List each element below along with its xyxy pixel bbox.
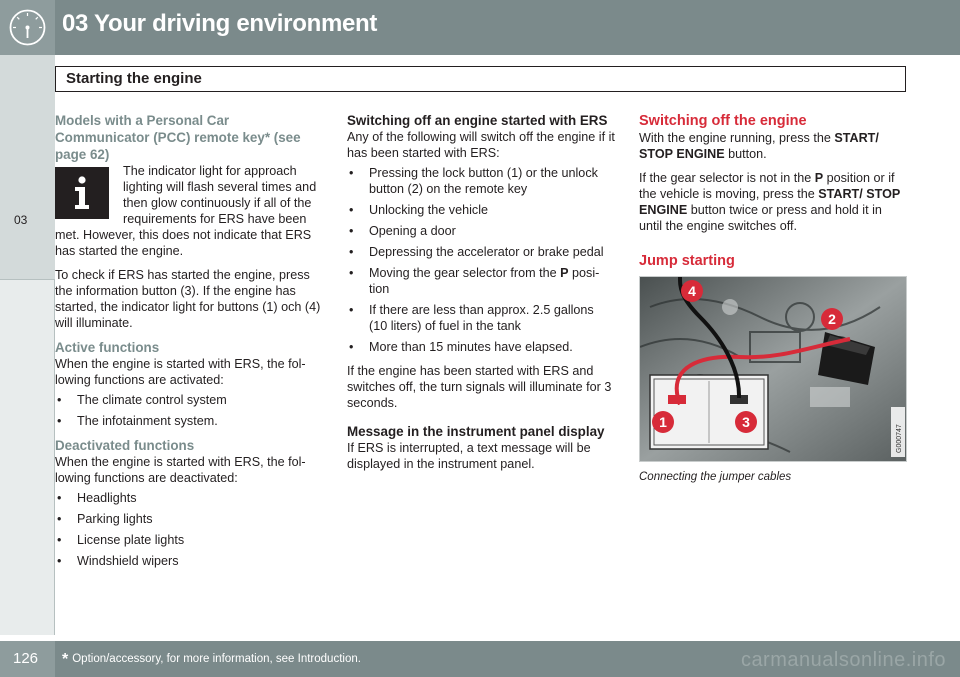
- footer-bar: [0, 641, 960, 677]
- list-item: • Depressing the accelerator or brake pedal: [347, 244, 615, 260]
- list-item: • Parking lights: [55, 511, 323, 527]
- header-bar: [0, 0, 960, 55]
- callout-1: [652, 411, 674, 433]
- list-item: • Headlights: [55, 490, 323, 506]
- column-1: [55, 112, 323, 577]
- list-item: • Pressing the lock button (1) or the unlock button (2) on the remote key: [347, 165, 615, 197]
- list-item: • License plate lights: [55, 532, 323, 548]
- list-item: • Windshield wipers: [55, 553, 323, 569]
- list-item: • The infotainment system.: [55, 413, 323, 429]
- section-title: Starting the engine: [66, 70, 202, 87]
- footnote: [62, 651, 361, 669]
- jump-starting-heading: Jump starting: [639, 253, 735, 269]
- column-3: [639, 112, 907, 485]
- chapter-icon-box: [0, 0, 55, 55]
- pcc-heading: Models with a Personal Car Communicator (PCC) remote key* (see page 62): [55, 113, 301, 162]
- list-item: • Opening a door: [347, 223, 615, 239]
- info-icon: [55, 167, 109, 219]
- watermark: carmanualsonline.info: [740, 649, 946, 671]
- list-item: • If there are less than approx. 2.5 gallons (10 liters) of fuel in the tank: [347, 302, 615, 334]
- turn-signal-text: If the engine has been started with ERS and switches off, the turn signals will illuminate for 3 seconds.: [347, 364, 612, 410]
- footnote-text: Option/accessory, for more information, see Introduction.: [72, 653, 361, 665]
- page-number-box: [0, 641, 55, 677]
- figure-caption: Connecting the jumper cables: [639, 471, 792, 483]
- list-item: • Moving the gear selector from the P posi-tion: [347, 265, 615, 297]
- check-ers-text: To check if ERS has started the engine, press the information button (3). If the engine has started, the indicator light for buttons (1) och (4) will illuminate.: [55, 268, 321, 330]
- gear-p: P: [560, 266, 569, 280]
- figure-code: G000747: [896, 424, 903, 453]
- svg-text:2: 2: [828, 311, 836, 327]
- deactivated-functions-heading: Deactivated functions: [55, 438, 195, 453]
- jump-start-illustration: [639, 276, 907, 462]
- chapter-title: 03 Your driving environment: [62, 10, 378, 37]
- callout-3: [735, 411, 757, 433]
- info-note: [55, 163, 323, 259]
- message-text: If ERS is interrupted, a text message will be displayed in the instrument panel.: [347, 441, 591, 471]
- list-item: • Unlocking the vehicle: [347, 202, 615, 218]
- switch-off-heading: Switching off the engine: [639, 113, 807, 129]
- callout-2: [821, 308, 843, 330]
- svg-text:4: 4: [688, 283, 696, 299]
- footnote-star: *: [62, 651, 69, 668]
- active-functions-heading: Active functions: [55, 340, 160, 355]
- active-functions-list: [55, 392, 323, 429]
- section-header: [55, 66, 906, 92]
- info-note-text: The indicator light for approach lighting will flash several times and then glow continuously if all of the requirements for ERS have been met. However, this does not indicate that ERS has started the engine.: [55, 164, 317, 258]
- switch-off-ers-intro: Any of the following will switch off the engine if it has been started with ERS:: [347, 130, 615, 160]
- page-number: 126: [13, 650, 39, 667]
- switch-off-ers-heading: Switching off an engine started with ERS: [347, 113, 608, 128]
- svg-text:1: 1: [659, 414, 667, 430]
- chapter-number: 03: [14, 213, 28, 227]
- switch-off-text-1: With the engine running, press the START/ STOP ENGINE button.: [639, 131, 879, 161]
- deactivated-functions-list: [55, 490, 323, 569]
- chapter-tab[interactable]: [0, 55, 55, 280]
- list-item: • More than 15 minutes have elapsed.: [347, 339, 615, 355]
- switch-off-conditions-list: [347, 165, 615, 355]
- plus-sign: +: [674, 393, 684, 410]
- list-item: • The climate control system: [55, 392, 323, 408]
- switch-off-text-2: If the gear selector is not in the P position or if the vehicle is moving, press the START/ STOP ENGINE button twice or press and hold it in until the engine switches off.: [639, 171, 901, 233]
- message-heading: Message in the instrument panel display: [347, 424, 605, 439]
- active-functions-intro: When the engine is started with ERS, the fol-lowing functions are activated:: [55, 357, 306, 387]
- deactivated-functions-intro: When the engine is started with ERS, the fol-lowing functions are deactivated:: [55, 455, 306, 485]
- callout-4: [681, 280, 703, 302]
- svg-text:3: 3: [742, 414, 750, 430]
- minus-sign: −: [735, 393, 745, 410]
- gauge-icon: [0, 0, 55, 55]
- column-2: [347, 112, 615, 480]
